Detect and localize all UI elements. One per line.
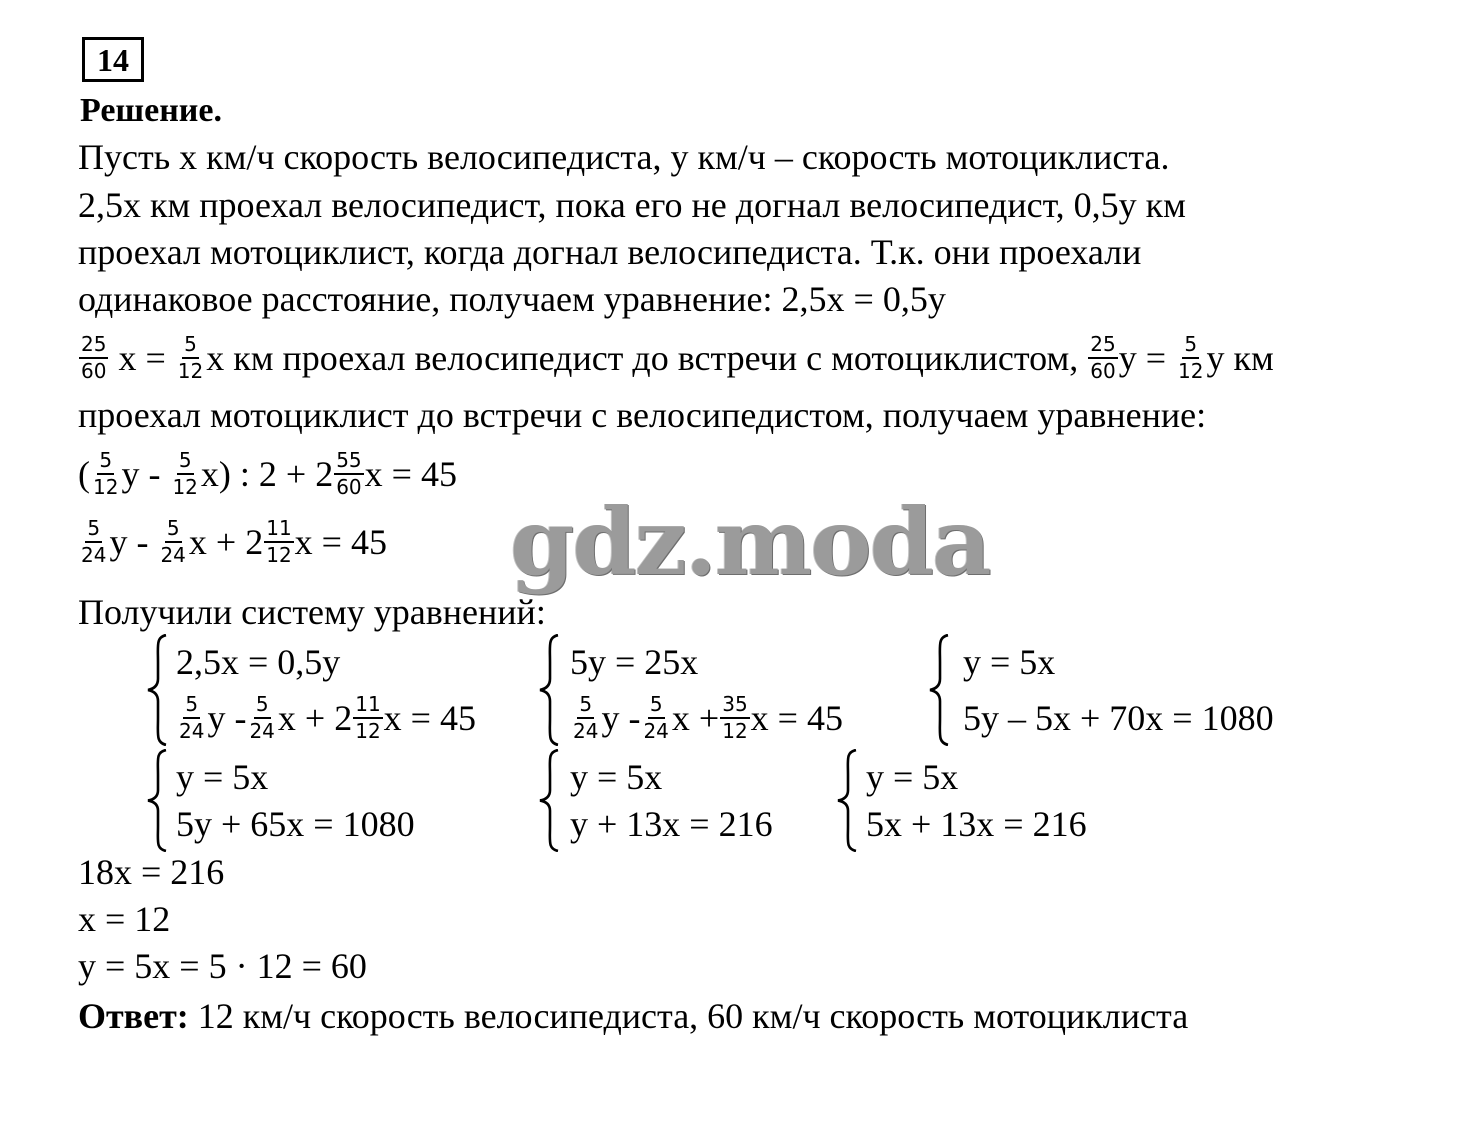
fraction-numerator: 35 (720, 694, 749, 719)
system-equation (176, 644, 340, 680)
text-segment: у = 5х (570, 757, 663, 797)
fraction-denominator: 12 (355, 719, 381, 743)
text-segment: одинаковое расстояние, получаем уравнение: 2,5х = 0,5у (78, 279, 946, 319)
solution-heading: Решение. (80, 92, 222, 129)
fraction-numerator: 5 (182, 334, 199, 359)
text-segment: х = 45 (750, 698, 843, 738)
fraction-denominator: 12 (722, 719, 748, 743)
text-line (78, 281, 946, 317)
fraction-numerator: 5 (165, 518, 182, 543)
system-equation (176, 759, 268, 795)
text-segment: 5у + 65х = 1080 (176, 804, 415, 844)
fraction-denominator: 12 (1178, 359, 1204, 383)
fraction-numerator: 5 (577, 694, 594, 719)
watermark-logo: gdz.moda (510, 488, 990, 596)
text-segment: у = 5х (176, 757, 269, 797)
fraction-denominator: 12 (93, 475, 119, 499)
text-segment: у = 5х = 5 · 12 = 60 (78, 946, 367, 986)
system-brace-icon (146, 749, 170, 852)
text-line (78, 234, 1141, 270)
text-line (78, 187, 1186, 223)
text-segment: у - (207, 698, 247, 738)
fraction-denominator: 24 (179, 719, 205, 743)
text-segment: у - (109, 522, 158, 562)
fraction-numerator: 25 (79, 334, 108, 359)
text-segment: х = 45 (383, 698, 476, 738)
system-equation (176, 694, 476, 742)
system-equation (570, 806, 773, 842)
text-segment: х + 2 (277, 698, 353, 738)
fraction-denominator: 12 (172, 475, 198, 499)
system-equation (570, 644, 698, 680)
text-segment: 5у = 25х (570, 642, 699, 682)
text-line (78, 594, 546, 630)
text-segment: Пусть х км/ч скорость велосипедиста, у км/ч – скорость мотоциклиста. (78, 137, 1170, 177)
fraction (353, 694, 382, 742)
text-segment: 2,5х = 0,5у (176, 642, 341, 682)
fraction-denominator: 24 (573, 719, 599, 743)
fraction (176, 334, 205, 382)
fraction-numerator: 5 (648, 694, 665, 719)
text-segment: у + 13х = 216 (570, 804, 773, 844)
fraction-numerator: 5 (1182, 334, 1199, 359)
text-segment: х = (109, 338, 175, 378)
text-line (78, 334, 1274, 382)
fraction-numerator: 5 (183, 694, 200, 719)
fraction (170, 450, 199, 498)
text-segment: х = 12 (78, 899, 171, 939)
fraction (91, 450, 120, 498)
fraction-denominator: 60 (81, 359, 107, 383)
fraction-numerator: 5 (85, 518, 102, 543)
text-segment: х + 2 (188, 522, 264, 562)
text-segment: 18х = 216 (78, 852, 225, 892)
system-brace-icon (928, 634, 952, 746)
fraction-numerator: 55 (334, 450, 363, 475)
fraction-denominator: 12 (177, 359, 204, 383)
answer-text: 12 км/ч скорость велосипедиста, 60 км/ч скорость мотоциклиста (188, 996, 1189, 1036)
system-equation (866, 806, 1087, 842)
text-segment: 2,5х км проехал велосипедист, пока его не догнал велосипедист, 0,5у км (78, 185, 1186, 225)
system-brace-icon (836, 749, 860, 852)
text-segment: проехал мотоциклист, когда догнал велосипедиста. Т.к. они проехали (78, 232, 1142, 272)
fraction-numerator: 25 (1088, 334, 1117, 359)
fraction-numerator: 5 (177, 450, 194, 475)
text-line (78, 397, 1206, 433)
answer-line (78, 998, 1188, 1034)
text-segment: у = (1118, 338, 1176, 378)
fraction-numerator: 11 (353, 694, 382, 719)
fraction (1088, 334, 1117, 382)
system-brace-icon (538, 634, 562, 746)
system-equation (176, 806, 415, 842)
fraction (1176, 334, 1205, 382)
task-number: 14 (82, 37, 144, 82)
fraction (247, 694, 276, 742)
text-segment: проехал мотоциклист до встречи с велосипедистом, получаем уравнение: (78, 395, 1207, 435)
text-segment: х км проехал велосипедист до встречи с мотоциклистом, (206, 338, 1088, 378)
system-brace-icon (538, 749, 562, 852)
system-equation (570, 759, 662, 795)
answer-label: Ответ: (78, 996, 189, 1036)
equation-line (78, 948, 367, 984)
fraction-numerator: 5 (254, 694, 271, 719)
system-brace-icon (146, 634, 170, 746)
equation-line (78, 854, 224, 890)
system-equation (866, 759, 958, 795)
text-segment: у = 5х (866, 757, 959, 797)
fraction (79, 334, 108, 382)
fraction-denominator: 60 (1090, 359, 1116, 383)
text-segment: у км (1206, 338, 1274, 378)
text-segment: 5х + 13х = 216 (866, 804, 1087, 844)
fraction-denominator: 24 (249, 719, 275, 743)
fraction-denominator: 60 (336, 475, 362, 499)
fraction (177, 694, 206, 742)
fraction-denominator: 24 (643, 719, 669, 743)
text-segment: у - (121, 454, 170, 494)
system-equation (570, 694, 843, 742)
fraction (334, 450, 363, 498)
text-segment: Получили систему уравнений: (78, 592, 546, 632)
fraction (641, 694, 670, 742)
text-segment: х = 45 (294, 522, 387, 562)
system-equation (963, 700, 1274, 736)
equation-line (78, 901, 170, 937)
text-segment: х + (671, 698, 720, 738)
fraction-denominator: 24 (160, 543, 186, 567)
text-line (78, 139, 1170, 175)
equation-line (78, 518, 387, 566)
fraction-numerator: 5 (97, 450, 114, 475)
text-segment: х) : 2 + 2 (200, 454, 334, 494)
text-segment: у - (601, 698, 641, 738)
fraction (158, 518, 187, 566)
fraction (79, 518, 108, 566)
equation-line (78, 450, 457, 498)
text-segment: х = 45 (364, 454, 457, 494)
fraction-denominator: 12 (266, 543, 292, 567)
text-segment: у = 5х (963, 642, 1056, 682)
fraction-denominator: 24 (81, 543, 107, 567)
system-equation (963, 644, 1055, 680)
fraction-numerator: 11 (264, 518, 293, 543)
fraction (571, 694, 600, 742)
text-segment: 5у – 5х + 70х = 1080 (963, 698, 1274, 738)
fraction (720, 694, 749, 742)
text-segment: ( (78, 454, 90, 494)
fraction (264, 518, 293, 566)
